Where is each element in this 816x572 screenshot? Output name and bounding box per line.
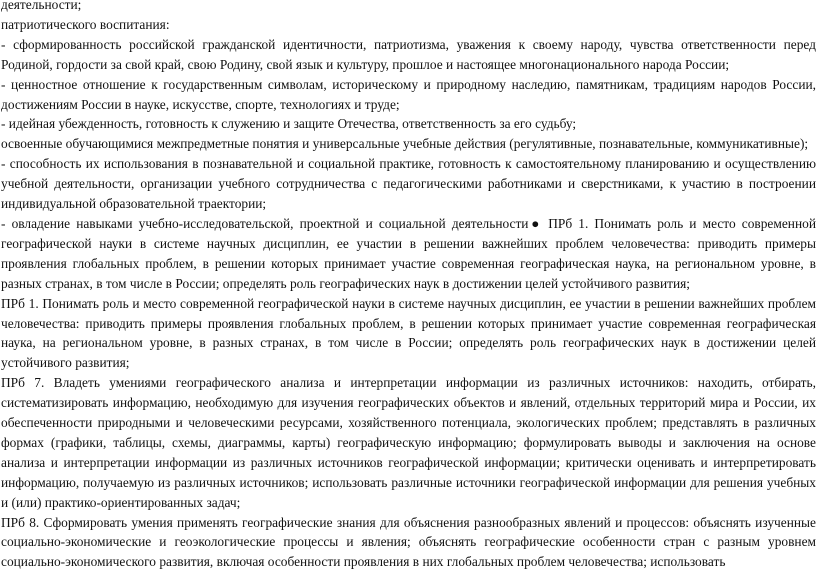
paragraph: - способность их использования в познавательной и социальной практике, готовность к самостоятельному планированию и осуществлению учебной деятельности, организации учебного сотрудничества с педагогическими работниками и сверстниками, к участию в построении индивидуальной образовательной траектории; xyxy=(1,156,816,212)
paragraph: - идейная убежденность, готовность к служению и защите Отечества, ответственность за его судьбу; xyxy=(1,116,577,132)
paragraph: - овладение навыками учебно-исследовательской, проектной и социальной деятельности● ПРб 1. Понимать роль и место современной географической науки в системе научных дисциплин, ее участии в решении важнейших проблем человечества: приводить примеры проявления глобальных проблем, в решении которых принимает участие современная географическая наука, на региональном уровне, в разных странах, в том числе в России; определять роль географических наук в достижении целей устойчивого развития; xyxy=(1,215,816,291)
paragraph: ПРб 1. Понимать роль и место современной географической науки в системе научных дисциплин, ее участии в решении важнейших проблем человечества: приводить примеры проявления глобальных проблем, в решении которых принимает участие современная географическая наука, на региональном уровне, в разных странах, в том числе в России; определять роль географических наук в достижении целей устойчивого развития; xyxy=(1,295,816,371)
paragraph: - ценностное отношение к государственным символам, историческому и природному наследию, памятникам, традициям народов России, достижениям России в науке, искусстве, спорте, технологиях и труде; xyxy=(1,76,816,112)
paragraph: - сформированность российской гражданской идентичности, патриотизма, уважения к своему народу, чувства ответственности перед Родиной, гордости за свой край, свою Родину, свой язык и культуру, прошлое и настоящее многонационального народа России; xyxy=(1,36,816,72)
paragraph: патриотического воспитания: xyxy=(1,16,170,32)
paragraph: ПРб 8. Сформировать умения применять географические знания для объяснения разнообразных явлений и процессов: объяснять изученные социально-экономические и геоэкологические процессы и явления; объяснять географические особенности стран с разным уровнем социально-экономического развития, включая особенности проявления в них глобальных проблем человечества; использовать xyxy=(1,514,816,570)
paragraph: ПРб 7. Владеть умениями географического анализа и интерпретации информации из различных источников: находить, отбирать, систематизировать информацию, необходимую для изучения географических объектов и явлений, отдельных территорий мира и России, их обеспеченности природными и человеческими ресурсами, хозяйственного потенциала, экологических проблем; представлять в различных формах (графики, таблицы, схемы, диаграммы, карты) географическую информацию; формулировать выводы и заключения на основе анализа и интерпретации информации из различных источников географической информации; критически оценивать и интерпретировать информацию, получаемую из различных источников; использовать различные источники географической информации для решения учебных и (или) практико-ориентированных задач; xyxy=(1,375,816,510)
paragraph: освоенные обучающимися межпредметные понятия и универсальные учебные действия (регулятивные, познавательные, коммуникативные); xyxy=(1,136,809,152)
paragraph: деятельности; xyxy=(1,0,82,12)
